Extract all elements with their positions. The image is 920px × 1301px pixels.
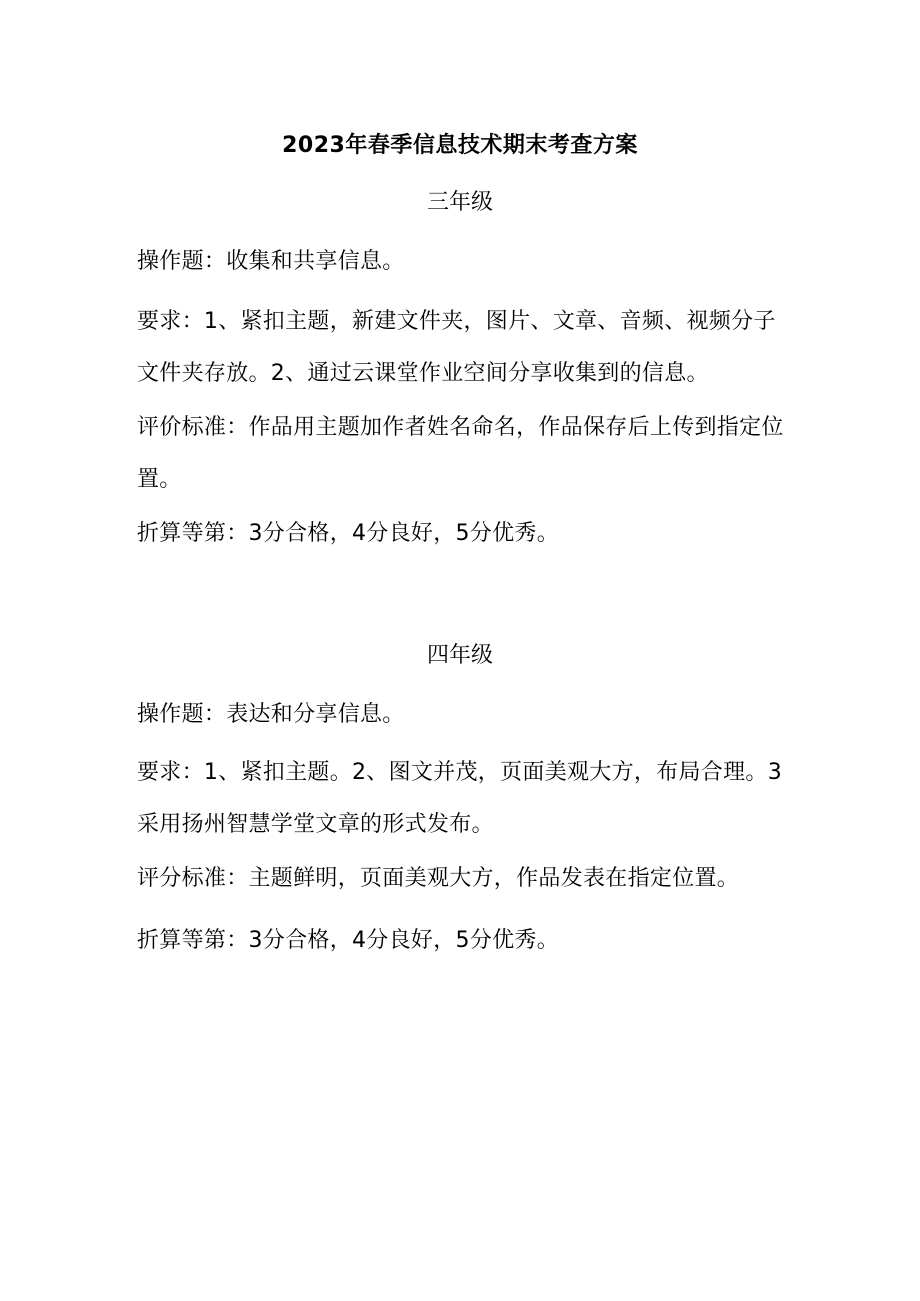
grade-3-criteria: 评价标准：作品用主题加作者姓名命名，作品保存后上传到指定位置。: [137, 415, 784, 492]
grade-4-requirements: 要求：1、紧扣主题。2、图文并茂，页面美观大方，布局合理。3采用扬州智慧学堂文章的形式发布。: [137, 760, 782, 837]
document-title: 2023年春季信息技术期末考查方案: [282, 133, 638, 158]
grade-3-requirements: 要求：1、紧扣主题，新建文件夹，图片、文章、音频、视频分子文件夹存放。2、通过云课堂作业空间分享收集到的信息。: [137, 309, 776, 386]
grade-3-grading: 折算等第：3分合格，4分良好，5分优秀。: [137, 521, 559, 546]
grade-4-heading: 四年级: [426, 643, 493, 668]
grade-3-task: 操作题：收集和共享信息。: [137, 249, 405, 274]
grade-3-heading: 三年级: [426, 190, 493, 215]
grade-4-grading: 折算等第：3分合格，4分良好，5分优秀。: [137, 928, 559, 953]
grade-4-criteria: 评分标准：主题鲜明，页面美观大方，作品发表在指定位置。: [137, 866, 740, 891]
grade-4-task: 操作题：表达和分享信息。: [137, 702, 405, 727]
